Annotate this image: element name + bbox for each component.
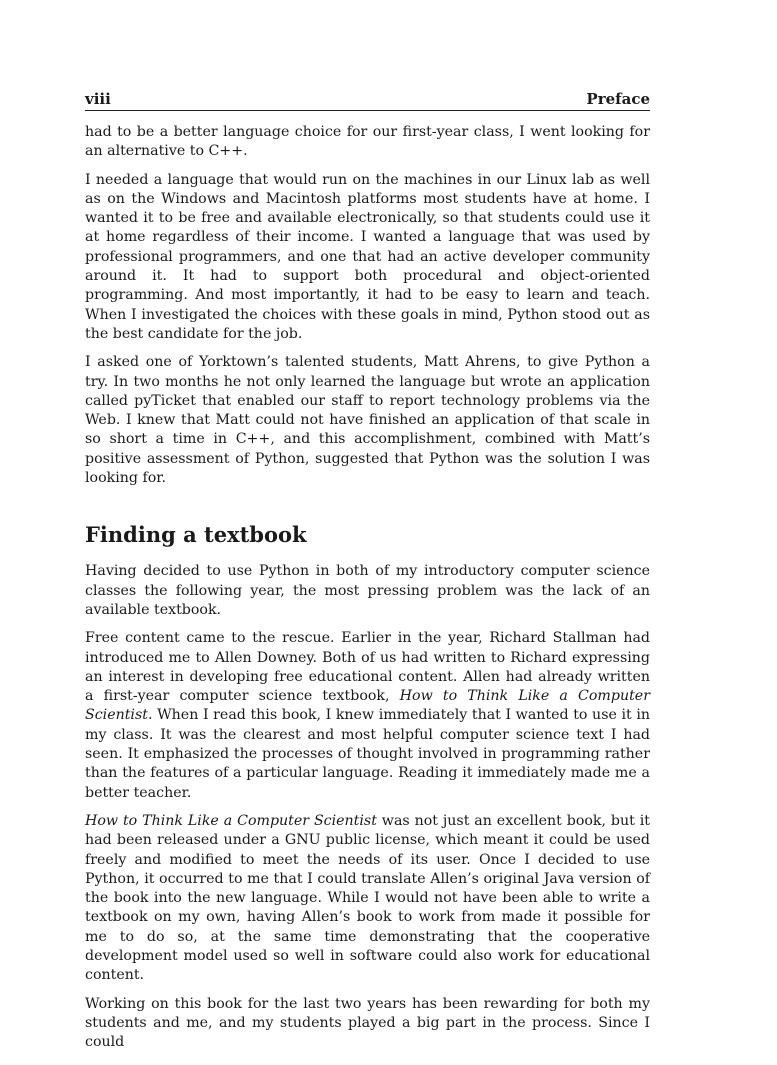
section-paragraph-1: Having decided to use Python in both of my introductory computer science classes the following year, the most pressing problem was the lack of an available textbook. <box>85 563 650 618</box>
paragraph-text: was not just an excellent book, but it had been released under a GNU public license, which meant it could be used freely and modified to meet the needs of its user. Once I decided to use Python, it occurred to me that I could translate Allen’s original Java version of the book into the new language. While I would not have been able to write a textbook on my own, having Allen’s book to work from made it possible for me to do so, at the same time demonstrating that the cooperative development model used so well in software could also work for educational content. <box>85 812 650 984</box>
paragraph-3: I asked one of Yorktown’s talented students, Matt Ahrens, to give Python a try. In two months he not only learned the language but wrote an application called pyTicket that enabled our staff to report technology problems via the Web. I knew that Matt could not have finished an application of that scale in so short a time in C++, and this accomplishment, combined with Matt’s positive assessment of Python, suggested that Python was the solution I was looking for. <box>85 354 650 487</box>
section-heading: Finding a textbook <box>85 522 307 548</box>
running-title: Preface <box>586 90 650 108</box>
section-paragraph-2 <box>85 629 650 803</box>
page-number: viii <box>85 90 111 108</box>
section-paragraph-3 <box>85 812 650 986</box>
paragraph-text: . When I read this book, I knew immediately that I wanted to use it in my class. It was the clearest and most helpful computer science text I had seen. It emphasized the processes of thought involved in programming rather than the features of a particular language. Reading it immediately made me a better teacher. <box>85 707 650 801</box>
book-title: How to Think Like a Computer Scientist <box>85 688 650 724</box>
page <box>85 90 650 1061</box>
running-head <box>85 90 650 111</box>
paragraph-text: Free content came to the rescue. Earlier in the year, Richard Stallman had introduced me to Allen Downey. Both of us had written to Richard expressing an interest in developing free educational content. Allen had already written a first-year computer science textbook, <box>85 630 650 705</box>
book-title: How to Think Like a Computer Scientist <box>85 812 377 829</box>
paragraph-2: I needed a language that would run on the machines in our Linux lab as well as on the Windows and Macintosh platforms most students have at home. I wanted it to be free and available electronically, so that students could use it at home regardless of their income. I wanted a language that was used by professional programmers, and one that had an active developer community around it. It had to support both procedural and object-oriented programming. And most importantly, it had to be easy to learn and teach. When I investigated the choices with these goals in mind, Python stood out as the best candidate for the job. <box>85 171 650 342</box>
paragraph-1: had to be a better language choice for our first-year class, I went looking for an alternative to C++. <box>85 124 650 160</box>
section-paragraph-4: Working on this book for the last two years has been rewarding for both my students and me, and my students played a big part in the process. Since I could <box>85 995 650 1051</box>
